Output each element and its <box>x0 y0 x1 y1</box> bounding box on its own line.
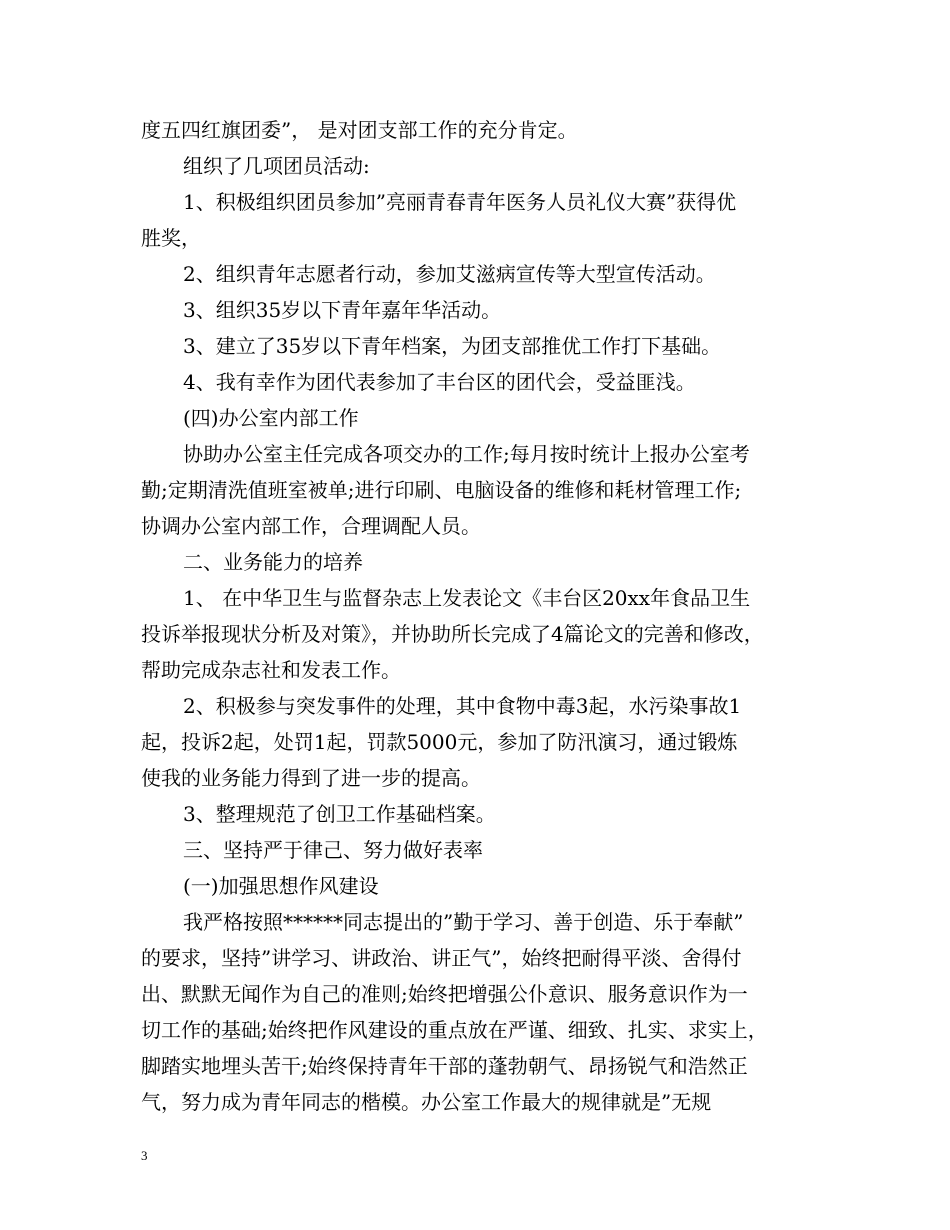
text-line: 出、默默无闻作为自己的准则;始终把增强公仆意识、服务意识作为一 <box>141 982 748 1006</box>
text-line: 切工作的基础;始终把作风建设的重点放在严谨、细致、扎实、求实上， <box>141 1018 768 1042</box>
text-line: 勤;定期清洗值班室被单;进行印刷、电脑设备的维修和耗材管理工作; <box>141 478 742 502</box>
text-line: 3、整理规范了创卫工作基础档案。 <box>183 802 496 826</box>
text-line: 帮助完成杂志社和发表工作。 <box>141 658 401 682</box>
text-line: 我严格按照******同志提出的”勤于学习、善于创造、乐于奉献” <box>183 910 744 934</box>
page-number: 3 <box>141 1148 148 1163</box>
text-line: 协调办公室内部工作，合理调配人员。 <box>141 514 481 538</box>
text-line: 气，努力成为青年同志的楷模。办公室工作最大的规律就是”无规 <box>141 1090 712 1114</box>
text-line: 4、我有幸作为团代表参加了丰台区的团代会，受益匪浅。 <box>183 370 696 394</box>
text-line: 起，投诉2起，处罚1起，罚款5000元，参加了防汛演习，通过锻炼 <box>141 730 738 754</box>
text-line: 协助办公室主任完成各项交办的工作;每月按时统计上报办公室考 <box>183 442 750 466</box>
section-heading: 三、坚持严于律己、努力做好表率 <box>183 838 483 862</box>
section-heading: (一)加强思想作风建设 <box>183 874 379 898</box>
text-line: 脚踏实地埋头苦干;始终保持青年干部的蓬勃朝气、昂扬锐气和浩然正 <box>141 1054 748 1078</box>
text-line: 1、积极组织团员参加”亮丽青春青年医务人员礼仪大赛”获得优 <box>183 190 737 214</box>
text-line: 2、积极参与突发事件的处理，其中食物中毒3起，水污染事故1 <box>183 694 742 718</box>
section-heading: 二、业务能力的培养 <box>183 550 363 574</box>
text-line: 3、建立了35岁以下青年档案，为团支部推优工作打下基础。 <box>183 334 722 358</box>
text-line: 投诉举报现状分析及对策》，并协助所长完成了4篇论文的完善和修改， <box>141 622 764 646</box>
text-line: 的要求，坚持”讲学习、讲政治、讲正气”，始终把耐得平淡、舍得付 <box>141 946 742 970</box>
text-line: 组织了几项团员活动: <box>183 154 370 178</box>
section-heading: (四)办公室内部工作 <box>183 406 359 430</box>
text-line: 胜奖， <box>141 226 201 250</box>
text-line: 3、组织35岁以下青年嘉年华活动。 <box>183 298 502 322</box>
text-line: 2、组织青年志愿者行动，参加艾滋病宣传等大型宣传活动。 <box>183 262 716 286</box>
text-line: 1、 在中华卫生与监督杂志上发表论文《丰台区20xx年食品卫生 <box>183 586 751 610</box>
text-line: 使我的业务能力得到了进一步的提高。 <box>141 766 481 790</box>
text-line: 度五四红旗团委”， 是对团支部工作的充分肯定。 <box>141 118 578 142</box>
